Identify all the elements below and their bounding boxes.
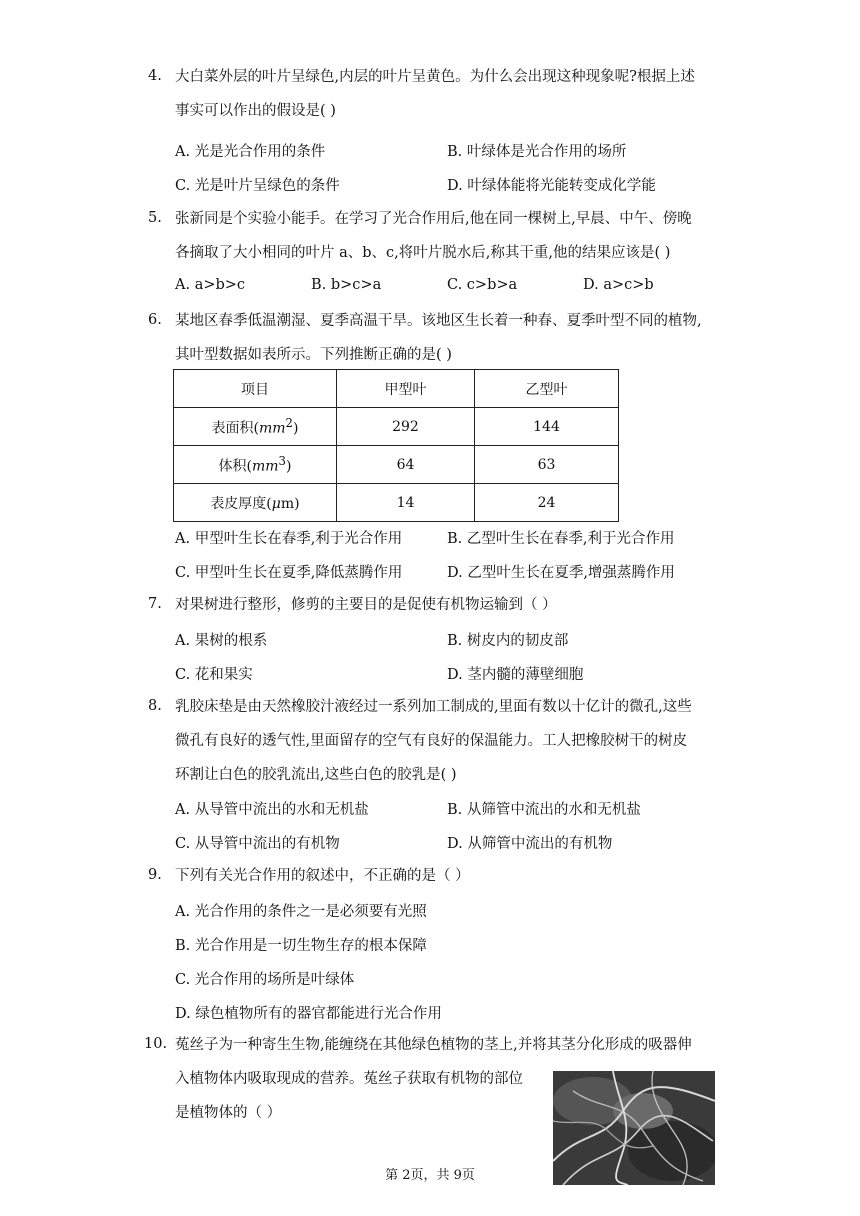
question-number: 10. [144,1036,168,1052]
option-b: B. 叶绿体是光合作用的场所 [447,144,627,160]
question-number: 9. [148,867,162,883]
option-d: D. 茎内髓的薄壁细胞 [447,667,584,683]
question-stem: 张新同是个实验小能手。在学习了光合作用后,他在同一棵树上,早晨、中午、傍晚 各摘取了大小相同的叶片 a、b、c,将叶片脱水后,称其干重,他的结果应该是( ) [175,211,692,261]
option-a: A. 甲型叶生长在春季,利于光合作用 [175,531,403,547]
question-stem: 乳胶床垫是由天然橡胶汁液经过一系列加工制成的,里面有数以十亿计的微孔,这些 微孔有良好的透气性,里面留存的空气有良好的保温能力。工人把橡胶树干的树皮 环割让白色的胶乳流出,这些白色的胶乳是( ) [175,699,692,783]
option-d: D. 叶绿体能将光能转变成化学能 [447,178,656,194]
page-footer: 第 2页，共 9页 [385,1168,475,1183]
option-b: B. 光合作用是一切生物生存的根本保障 [175,938,427,954]
question-stem: 菟丝子为一种寄生生物,能缠绕在其他绿色植物的茎上,并将其茎分化形成的吸器伸 入植物体内吸取现成的营养。菟丝子获取有机物的部位 是植物体的（ ） [175,1037,692,1121]
option-a: A. 光是光合作用的条件 [175,144,326,160]
table-row-label: 表面积$(mm^2)$ [174,408,337,446]
option-d: D. 乙型叶生长在夏季,增强蒸腾作用 [447,565,675,581]
option-d: D. 绿色植物所有的器官都能进行光合作用 [175,1006,442,1022]
question-number: 6. [148,312,162,328]
option-c: C. 花和果实 [175,667,253,683]
question-stem: 下列有关光合作用的叙述中，不正确的是（ ） [175,868,470,884]
option-c: C. 光合作用的场所是叶绿体 [175,972,355,988]
table-cell: 14 [336,484,474,522]
option-b: B. 树皮内的韧皮部 [447,633,569,649]
leaf-data-table [173,369,619,522]
table-row-label: 表皮厚度(μm) [174,484,337,522]
table-cell: 63 [475,446,619,484]
option-a: A. 果树的根系 [175,633,268,649]
table-cell: 24 [475,484,619,522]
table-cell: 292 [336,408,474,446]
question-number: 5. [148,210,162,226]
question-number: 8. [148,698,162,714]
table-cell: 144 [475,408,619,446]
option-c: C. c>b>a [447,277,518,293]
question-number: 7. [148,596,162,612]
question-number: 4. [148,68,162,84]
table-row-label: 体积$(mm^3)$ [174,446,337,484]
option-b: B. b>c>a [311,277,382,293]
table-header-cell: 项目 [174,370,337,408]
table-header-cell: 甲型叶 [336,370,474,408]
option-c: C. 光是叶片呈绿色的条件 [175,178,340,194]
question-stem: 某地区春季低温潮湿、夏季高温干旱。该地区生长着一种春、夏季叶型不同的植物, 其叶型数据如表所示。下列推断正确的是( ) [175,313,702,363]
option-a: A. 光合作用的条件之一是必须要有光照 [175,904,427,920]
option-c: C. 从导管中流出的有机物 [175,836,340,852]
option-d: D. a>c>b [583,277,654,293]
option-b: B. 乙型叶生长在春季,利于光合作用 [447,531,675,547]
option-a: A. 从导管中流出的水和无机盐 [175,802,369,818]
table-row [174,446,619,484]
table-row [174,408,619,446]
table-row [174,484,619,522]
question-stem: 对果树进行整形，修剪的主要目的是促使有机物运输到（ ） [175,597,557,613]
table-header-row [174,370,619,408]
table-cell: 64 [336,446,474,484]
question-stem: 大白菜外层的叶片呈绿色,内层的叶片呈黄色。为什么会出现这种现象呢?根据上述 事实可以作出的假设是( ) [175,69,695,119]
option-b: B. 从筛管中流出的水和无机盐 [447,802,641,818]
table-header-cell: 乙型叶 [475,370,619,408]
option-d: D. 从筛管中流出的有机物 [447,836,613,852]
option-a: A. a>b>c [175,277,246,293]
option-c: C. 甲型叶生长在夏季,降低蒸腾作用 [175,565,403,581]
